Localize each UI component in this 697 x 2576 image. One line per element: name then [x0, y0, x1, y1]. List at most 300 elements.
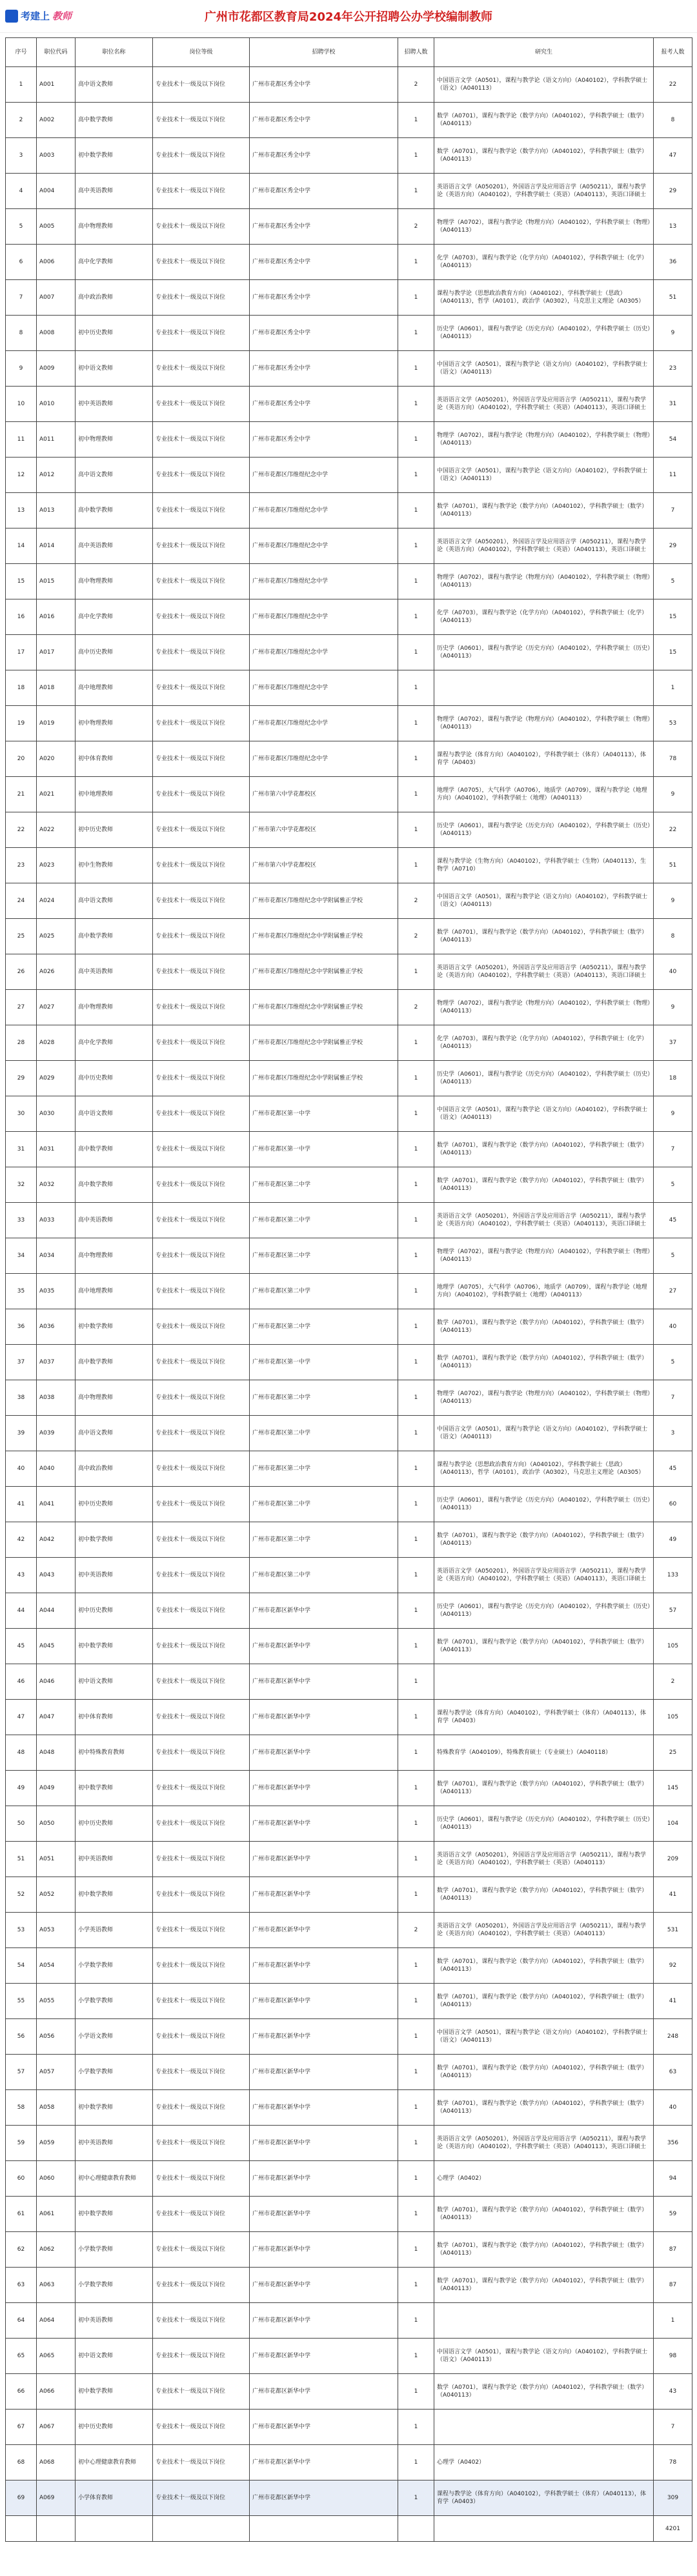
row-level: 专业技术十一级及以下岗位 [153, 2161, 250, 2197]
row-count: 1 [398, 422, 434, 458]
table-row [6, 2161, 692, 2197]
table-row [6, 1309, 692, 1345]
row-requirement: 化学（A0703），课程与教学论（化学方向）（A040102），学科教学硕士（化学）（A040113） [434, 599, 654, 635]
row-code: A068 [37, 2445, 76, 2480]
row-applicants: 60 [654, 1487, 692, 1522]
row-position: 初中数学教师 [76, 2090, 153, 2126]
row-code: A051 [37, 1842, 76, 1877]
row-applicants: 23 [654, 351, 692, 387]
row-level: 专业技术十一级及以下岗位 [153, 2480, 250, 2516]
row-applicants: 63 [654, 2055, 692, 2090]
row-school: 广州市花都区秀全中学 [250, 174, 398, 209]
row-count: 1 [398, 1700, 434, 1735]
row-school: 广州市花都区邝维煜纪念中学 [250, 458, 398, 493]
row-applicants: 98 [654, 2339, 692, 2374]
table-row [6, 387, 692, 422]
row-school: 广州市花都区邝维煜纪念中学 [250, 599, 398, 635]
table-row [6, 777, 692, 812]
row-level: 专业技术十一级及以下岗位 [153, 316, 250, 351]
brand-name-part1: 考建上 [21, 10, 50, 22]
row-no: 18 [6, 670, 37, 706]
row-school: 广州市花都区第二中学 [250, 1309, 398, 1345]
row-level: 专业技术十一级及以下岗位 [153, 954, 250, 990]
row-applicants: 15 [654, 635, 692, 670]
table-row [6, 209, 692, 245]
row-code: A034 [37, 1238, 76, 1274]
row-count: 2 [398, 67, 434, 103]
row-position: 初中英语教师 [76, 1842, 153, 1877]
table-row [6, 67, 692, 103]
row-school: 广州市花都区新华中学 [250, 2268, 398, 2303]
page-title: 广州市花都区教育局2024年公开招聘公办学校编制教师 [204, 10, 493, 24]
row-count: 1 [398, 2055, 434, 2090]
row-count: 1 [398, 2339, 434, 2374]
row-position: 初中英语教师 [76, 387, 153, 422]
row-school: 广州市花都区第二中学 [250, 1203, 398, 1238]
row-position: 初中历史教师 [76, 812, 153, 848]
row-school: 广州市花都区第二中学 [250, 1274, 398, 1309]
table-row [6, 2232, 692, 2268]
row-school: 广州市花都区邝维煜纪念中学附属雅正学校 [250, 883, 398, 919]
row-no: 41 [6, 1487, 37, 1522]
row-school: 广州市花都区新华中学 [250, 1984, 398, 2019]
row-count: 1 [398, 493, 434, 528]
row-level: 专业技术十一级及以下岗位 [153, 812, 250, 848]
row-count: 1 [398, 599, 434, 635]
row-requirement: 地理学（A0705），大气科学（A0706），地质学（A0709），课程与教学论（地理方向）（A040102），学科教学硕士（地理）（A040113） [434, 1274, 654, 1309]
row-count: 1 [398, 564, 434, 599]
table-row [6, 1132, 692, 1167]
row-school: 广州市花都区秀全中学 [250, 209, 398, 245]
row-level: 专业技术十一级及以下岗位 [153, 1948, 250, 1984]
row-code: A067 [37, 2410, 76, 2445]
row-applicants: 1 [654, 670, 692, 706]
row-code: A061 [37, 2197, 76, 2232]
row-school: 广州市花都区第二中学 [250, 1380, 398, 1416]
row-applicants: 7 [654, 2410, 692, 2445]
table-row [6, 812, 692, 848]
row-position: 初中历史教师 [76, 1806, 153, 1842]
row-code: A011 [37, 422, 76, 458]
row-no: 36 [6, 1309, 37, 1345]
total-empty-cell [250, 2516, 398, 2542]
row-school: 广州市第六中学花都校区 [250, 812, 398, 848]
row-code: A009 [37, 351, 76, 387]
row-applicants: 104 [654, 1806, 692, 1842]
row-no: 49 [6, 1771, 37, 1806]
row-code: A018 [37, 670, 76, 706]
table-row [6, 1558, 692, 1593]
row-position: 初中物理教师 [76, 706, 153, 741]
row-no: 2 [6, 103, 37, 138]
total-row [6, 2516, 692, 2542]
row-level: 专业技术十一级及以下岗位 [153, 1593, 250, 1629]
table-row [6, 351, 692, 387]
row-level: 专业技术十一级及以下岗位 [153, 2055, 250, 2090]
row-no: 55 [6, 1984, 37, 2019]
row-code: A060 [37, 2161, 76, 2197]
row-applicants: 3 [654, 1416, 692, 1451]
row-school: 广州市花都区新华中学 [250, 1700, 398, 1735]
row-code: A052 [37, 1877, 76, 1913]
row-count: 1 [398, 1451, 434, 1487]
row-school: 广州市花都区邝维煜纪念中学 [250, 528, 398, 564]
row-no: 43 [6, 1558, 37, 1593]
row-school: 广州市花都区第二中学 [250, 1487, 398, 1522]
row-no: 59 [6, 2126, 37, 2161]
header-level: 岗位等级 [153, 38, 250, 67]
row-no: 45 [6, 1629, 37, 1664]
row-level: 专业技术十一级及以下岗位 [153, 1380, 250, 1416]
row-level: 专业技术十一级及以下岗位 [153, 1274, 250, 1309]
row-no: 12 [6, 458, 37, 493]
row-code: A065 [37, 2339, 76, 2374]
table-row [6, 670, 692, 706]
row-requirement: 数学（A0701），课程与教学论（数学方向）（A040102），学科教学硕士（数学）（A040113） [434, 1948, 654, 1984]
table-row [6, 990, 692, 1025]
row-school: 广州市花都区邝维煜纪念中学 [250, 635, 398, 670]
table-row [6, 138, 692, 174]
row-position: 高中语文教师 [76, 67, 153, 103]
table-row [6, 1096, 692, 1132]
row-requirement: 物理学（A0702），课程与教学论（物理方向）（A040102），学科教学硕士（物理）（A040113） [434, 1238, 654, 1274]
table-row [6, 1345, 692, 1380]
row-requirement: 中国语言文学（A0501），课程与教学论（语文方向）（A040102），学科教学硕士（语文）（A040113） [434, 1096, 654, 1132]
row-level: 专业技术十一级及以下岗位 [153, 1451, 250, 1487]
row-no: 47 [6, 1700, 37, 1735]
row-no: 35 [6, 1274, 37, 1309]
row-requirement: 中国语言文学（A0501），课程与教学论（语文方向）（A040102），学科教学硕士（语文）（A040113） [434, 458, 654, 493]
row-code: A063 [37, 2268, 76, 2303]
row-code: A031 [37, 1132, 76, 1167]
row-position: 高中数学教师 [76, 493, 153, 528]
row-requirement: 数学（A0701），课程与教学论（数学方向）（A040102），学科教学硕士（数学）（A040113） [434, 2232, 654, 2268]
row-count: 1 [398, 1238, 434, 1274]
row-count: 1 [398, 777, 434, 812]
row-school: 广州市花都区邝维煜纪念中学附属雅正学校 [250, 1025, 398, 1061]
row-no: 9 [6, 351, 37, 387]
table-row [6, 528, 692, 564]
row-code: A001 [37, 67, 76, 103]
row-requirement: 数学（A0701），课程与教学论（数学方向）（A040102），学科教学硕士（数学）（A040113） [434, 1984, 654, 2019]
row-requirement: 英语语言文学（A050201），外国语言学及应用语言学（A050211），课程与教学论（英语方向）（A040102），学科教学硕士（英语）（A040113），英语口译硕士 [434, 954, 654, 990]
row-position: 初中数学教师 [76, 2197, 153, 2232]
row-level: 专业技术十一级及以下岗位 [153, 1096, 250, 1132]
row-level: 专业技术十一级及以下岗位 [153, 2126, 250, 2161]
row-position: 初中数学教师 [76, 1771, 153, 1806]
table-row [6, 103, 692, 138]
row-school: 广州市花都区秀全中学 [250, 280, 398, 316]
row-position: 高中语文教师 [76, 458, 153, 493]
row-position: 小学数学教师 [76, 1984, 153, 2019]
row-position: 小学数学教师 [76, 2268, 153, 2303]
row-no: 26 [6, 954, 37, 990]
row-school: 广州市花都区新华中学 [250, 1842, 398, 1877]
row-school: 广州市花都区新华中学 [250, 2197, 398, 2232]
row-level: 专业技术十一级及以下岗位 [153, 209, 250, 245]
row-level: 专业技术十一级及以下岗位 [153, 706, 250, 741]
row-requirement: 数学（A0701），课程与教学论（数学方向）（A040102），学科教学硕士（数学）（A040113） [434, 1167, 654, 1203]
table-row [6, 848, 692, 883]
row-applicants: 37 [654, 1025, 692, 1061]
row-school: 广州市花都区新华中学 [250, 2161, 398, 2197]
total-empty-cell [6, 2516, 37, 2542]
row-count: 1 [398, 1416, 434, 1451]
row-count: 1 [398, 1842, 434, 1877]
row-school: 广州市花都区邝维煜纪念中学附属雅正学校 [250, 990, 398, 1025]
row-requirement: 课程与教学论（生物方向）（A040102），学科教学硕士（生物）（A040113），生物学（A0710） [434, 848, 654, 883]
row-requirement [434, 670, 654, 706]
row-count: 2 [398, 883, 434, 919]
table-row [6, 2445, 692, 2480]
row-no: 32 [6, 1167, 37, 1203]
row-school: 广州市花都区新华中学 [250, 2445, 398, 2480]
row-position: 初中物理教师 [76, 422, 153, 458]
row-level: 专业技术十一级及以下岗位 [153, 493, 250, 528]
row-school: 广州市花都区秀全中学 [250, 422, 398, 458]
recruitment-table [5, 37, 692, 2542]
row-requirement: 中国语言文学（A0501），课程与教学论（语文方向）（A040102），学科教学硕士（语文）（A040113） [434, 2019, 654, 2055]
table-row [6, 2019, 692, 2055]
row-count: 1 [398, 528, 434, 564]
row-position: 高中物理教师 [76, 990, 153, 1025]
row-applicants: 51 [654, 280, 692, 316]
row-applicants: 87 [654, 2232, 692, 2268]
row-no: 17 [6, 635, 37, 670]
table-row [6, 458, 692, 493]
row-position: 高中语文教师 [76, 883, 153, 919]
row-position: 高中化学教师 [76, 599, 153, 635]
row-applicants: 41 [654, 1984, 692, 2019]
row-position: 高中历史教师 [76, 635, 153, 670]
row-applicants: 531 [654, 1913, 692, 1948]
row-applicants: 9 [654, 777, 692, 812]
header-name: 职位名称 [76, 38, 153, 67]
row-position: 高中政治教师 [76, 1451, 153, 1487]
row-applicants: 309 [654, 2480, 692, 2516]
row-count: 1 [398, 103, 434, 138]
row-level: 专业技术十一级及以下岗位 [153, 1558, 250, 1593]
row-position: 小学语文教师 [76, 2019, 153, 2055]
row-position: 初中英语教师 [76, 2126, 153, 2161]
row-count: 1 [398, 1629, 434, 1664]
row-requirement: 历史学（A0601），课程与教学论（历史方向）（A040102），学科教学硕士（历史）（A040113） [434, 812, 654, 848]
row-code: A039 [37, 1416, 76, 1451]
row-requirement: 数学（A0701），课程与教学论（数学方向）（A040102），学科教学硕士（数学）（A040113） [434, 1629, 654, 1664]
row-school: 广州市花都区秀全中学 [250, 351, 398, 387]
row-position: 高中数学教师 [76, 1167, 153, 1203]
row-no: 34 [6, 1238, 37, 1274]
row-code: A069 [37, 2480, 76, 2516]
row-count: 1 [398, 848, 434, 883]
row-applicants: 57 [654, 1593, 692, 1629]
table-row [6, 1593, 692, 1629]
row-requirement: 英语语言文学（A050201），外国语言学及应用语言学（A050211），课程与教学论（英语方向）（A040102），学科教学硕士（英语）（A040113），英语口译硕士 [434, 528, 654, 564]
row-requirement: 数学（A0701），课程与教学论（数学方向）（A040102），学科教学硕士（数学）（A040113） [434, 2055, 654, 2090]
row-position: 高中数学教师 [76, 103, 153, 138]
row-no: 50 [6, 1806, 37, 1842]
row-code: A028 [37, 1025, 76, 1061]
row-school: 广州市第六中学花都校区 [250, 777, 398, 812]
row-position: 初中心理健康教育教师 [76, 2161, 153, 2197]
table-row [6, 1522, 692, 1558]
row-code: A054 [37, 1948, 76, 1984]
row-count: 1 [398, 1771, 434, 1806]
row-applicants: 41 [654, 1877, 692, 1913]
row-requirement: 数学（A0701），课程与教学论（数学方向）（A040102），学科教学硕士（数学）（A040113） [434, 493, 654, 528]
row-school: 广州市花都区新华中学 [250, 2374, 398, 2410]
row-applicants: 9 [654, 990, 692, 1025]
row-applicants: 145 [654, 1771, 692, 1806]
row-code: A015 [37, 564, 76, 599]
row-no: 33 [6, 1203, 37, 1238]
row-code: A038 [37, 1380, 76, 1416]
row-position: 初中英语教师 [76, 1558, 153, 1593]
table-row [6, 2055, 692, 2090]
row-position: 初中体育教师 [76, 1700, 153, 1735]
row-position: 高中物理教师 [76, 1380, 153, 1416]
row-requirement: 数学（A0701），课程与教学论（数学方向）（A040102），学科教学硕士（数学）（A040113） [434, 1877, 654, 1913]
row-applicants: 92 [654, 1948, 692, 1984]
table-row [6, 564, 692, 599]
row-level: 专业技术十一级及以下岗位 [153, 422, 250, 458]
row-no: 30 [6, 1096, 37, 1132]
row-code: A026 [37, 954, 76, 990]
row-school: 广州市第六中学花都校区 [250, 848, 398, 883]
row-level: 专业技术十一级及以下岗位 [153, 1487, 250, 1522]
row-school: 广州市花都区秀全中学 [250, 387, 398, 422]
row-position: 小学英语教师 [76, 1913, 153, 1948]
row-position: 小学数学教师 [76, 2232, 153, 2268]
row-no: 29 [6, 1061, 37, 1096]
row-applicants: 15 [654, 599, 692, 635]
row-count: 1 [398, 1984, 434, 2019]
row-level: 专业技术十一级及以下岗位 [153, 564, 250, 599]
row-count: 1 [398, 2161, 434, 2197]
row-school: 广州市花都区新华中学 [250, 1629, 398, 1664]
row-level: 专业技术十一级及以下岗位 [153, 103, 250, 138]
row-school: 广州市花都区第二中学 [250, 1167, 398, 1203]
row-applicants: 78 [654, 2445, 692, 2480]
row-count: 1 [398, 635, 434, 670]
row-code: A025 [37, 919, 76, 954]
table-row [6, 741, 692, 777]
row-no: 24 [6, 883, 37, 919]
row-level: 专业技术十一级及以下岗位 [153, 1913, 250, 1948]
table-row [6, 919, 692, 954]
table-row [6, 493, 692, 528]
row-level: 专业技术十一级及以下岗位 [153, 387, 250, 422]
brand-name-part2: 教师 [52, 10, 72, 22]
row-applicants: 5 [654, 1238, 692, 1274]
row-school: 广州市花都区秀全中学 [250, 103, 398, 138]
row-count: 2 [398, 919, 434, 954]
row-no: 25 [6, 919, 37, 954]
row-position: 初中数学教师 [76, 1309, 153, 1345]
row-applicants: 40 [654, 954, 692, 990]
row-count: 1 [398, 316, 434, 351]
row-count: 1 [398, 954, 434, 990]
row-level: 专业技术十一级及以下岗位 [153, 1025, 250, 1061]
row-code: A058 [37, 2090, 76, 2126]
table-row [6, 1700, 692, 1735]
row-position: 初中数学教师 [76, 1522, 153, 1558]
row-level: 专业技术十一级及以下岗位 [153, 2445, 250, 2480]
row-requirement: 历史学（A0601），课程与教学论（历史方向）（A040102），学科教学硕士（历史）（A040113） [434, 1593, 654, 1629]
row-school: 广州市花都区新华中学 [250, 1806, 398, 1842]
row-no: 20 [6, 741, 37, 777]
row-applicants: 87 [654, 2268, 692, 2303]
row-count: 1 [398, 245, 434, 280]
row-no: 31 [6, 1132, 37, 1167]
row-count: 1 [398, 2232, 434, 2268]
row-no: 66 [6, 2374, 37, 2410]
row-count: 1 [398, 1061, 434, 1096]
row-requirement: 英语语言文学（A050201），外国语言学及应用语言学（A050211），课程与教学论（英语方向）（A040102），学科教学硕士（英语）（A040113） [434, 1842, 654, 1877]
row-applicants: 7 [654, 1380, 692, 1416]
row-applicants: 5 [654, 1345, 692, 1380]
row-level: 专业技术十一级及以下岗位 [153, 1877, 250, 1913]
row-code: A041 [37, 1487, 76, 1522]
row-requirement: 课程与教学论（体育方向）（A040102），学科教学硕士（体育）（A040113），体育学（A0403） [434, 741, 654, 777]
row-level: 专业技术十一级及以下岗位 [153, 2197, 250, 2232]
row-level: 专业技术十一级及以下岗位 [153, 1984, 250, 2019]
row-position: 初中数学教师 [76, 1877, 153, 1913]
row-no: 27 [6, 990, 37, 1025]
row-no: 48 [6, 1735, 37, 1771]
table-row [6, 1664, 692, 1700]
row-no: 67 [6, 2410, 37, 2445]
row-requirement: 中国语言文学（A0501），课程与教学论（语文方向）（A040102），学科教学硕士（语文）（A040113） [434, 1416, 654, 1451]
row-applicants: 45 [654, 1451, 692, 1487]
row-position: 初中语文教师 [76, 1664, 153, 1700]
row-level: 专业技术十一级及以下岗位 [153, 138, 250, 174]
row-no: 1 [6, 67, 37, 103]
row-requirement: 特殊教育学（A040109），特殊教育硕士（专业硕士）（A040118） [434, 1735, 654, 1771]
header-requirement: 研究生 [434, 38, 654, 67]
row-position: 初中语文教师 [76, 2339, 153, 2374]
row-count: 1 [398, 1558, 434, 1593]
row-requirement: 英语语言文学（A050201），外国语言学及应用语言学（A050211），课程与教学论（英语方向）（A040102），学科教学硕士（英语）（A040113），英语口译硕士 [434, 174, 654, 209]
table-row [6, 316, 692, 351]
row-no: 56 [6, 2019, 37, 2055]
row-applicants: 5 [654, 1167, 692, 1203]
row-code: A050 [37, 1806, 76, 1842]
row-level: 专业技术十一级及以下岗位 [153, 1061, 250, 1096]
row-requirement: 课程与教学论（思想政治教育方向）（A040102），学科教学硕士（思政）（A040113），哲学（A0101），政治学（A0302），马克思主义理论（A0305） [434, 280, 654, 316]
row-requirement: 中国语言文学（A0501），课程与教学论（语文方向）（A040102），学科教学硕士（语文）（A040113） [434, 67, 654, 103]
table-row [6, 635, 692, 670]
row-applicants: 9 [654, 1096, 692, 1132]
row-no: 61 [6, 2197, 37, 2232]
row-count: 1 [398, 2126, 434, 2161]
table-row [6, 1877, 692, 1913]
row-position: 高中英语教师 [76, 1203, 153, 1238]
row-school: 广州市花都区秀全中学 [250, 316, 398, 351]
row-code: A032 [37, 1167, 76, 1203]
row-code: A056 [37, 2019, 76, 2055]
row-level: 专业技术十一级及以下岗位 [153, 1700, 250, 1735]
row-count: 1 [398, 2410, 434, 2445]
row-school: 广州市花都区新华中学 [250, 2339, 398, 2374]
row-no: 51 [6, 1842, 37, 1877]
row-code: A019 [37, 706, 76, 741]
row-count: 1 [398, 2019, 434, 2055]
row-school: 广州市花都区邝维煜纪念中学附属雅正学校 [250, 919, 398, 954]
table-row [6, 599, 692, 635]
table-row [6, 1061, 692, 1096]
row-requirement: 数学（A0701），课程与教学论（数学方向）（A040102），学科教学硕士（数学）（A040113） [434, 2197, 654, 2232]
